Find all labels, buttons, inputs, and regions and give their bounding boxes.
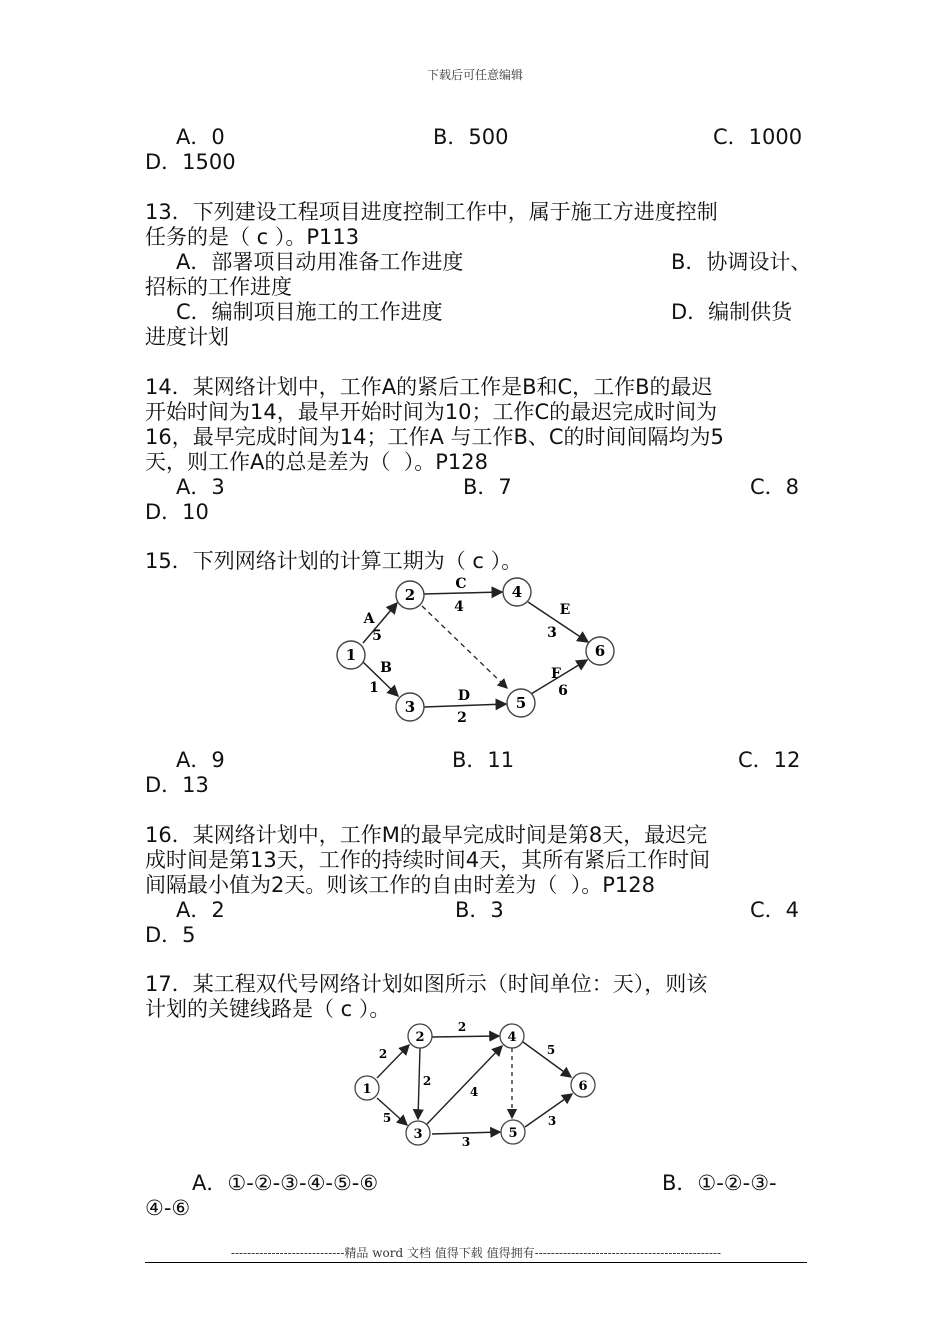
q13-option-a: A．部署项目动用准备工作进度 xyxy=(176,250,464,274)
q14-stem-line3: 16，最早完成时间为14；工作A 与工作B、C的时间间隔均为5 xyxy=(145,425,724,449)
q13-stem-line1: 13．下列建设工程项目进度控制工作中，属于施工方进度控制 xyxy=(145,200,718,224)
q17-duration-2-3: 2 xyxy=(422,1074,432,1088)
q17-node-4-label: 4 xyxy=(507,1030,517,1045)
q16-option-c: C．4 xyxy=(750,898,800,922)
q14-stem-line1: 14．某网络计划中，工作A的紧后工作是B和C，工作B的最迟 xyxy=(145,375,713,399)
q17-stem-line2: 计划的关键线路是（ c ）。 xyxy=(145,997,391,1021)
q15-edge-label-b: B xyxy=(380,660,392,676)
q17-edge-3-5 xyxy=(432,1132,500,1134)
q15-node-6-label: 6 xyxy=(594,642,606,660)
q15-edge-duration-d: 2 xyxy=(457,710,467,726)
q17-edge-1-3 xyxy=(377,1098,407,1125)
footer-divider xyxy=(145,1262,807,1263)
page-footer: ----------------------------精品 word 文档 值得下载 值得拥有---------------------------------------------- xyxy=(230,1246,722,1260)
q15-option-b: B．11 xyxy=(452,748,515,772)
page-header: 下载后可任意编辑 xyxy=(426,68,523,82)
q17-network-diagram xyxy=(345,1018,605,1153)
q12-option-c: C．1000 xyxy=(713,125,803,149)
q15-node-1-label: 1 xyxy=(345,646,357,664)
q15-edge-label-a: A xyxy=(363,611,375,627)
q13-option-b: B．协调设计、 xyxy=(671,250,812,274)
q16-option-a: A．2 xyxy=(176,898,225,922)
q17-option-a: A．①-②-③-④-⑤-⑥ xyxy=(192,1171,379,1195)
q16-stem-line3: 间隔最小值为2天。则该工作的自由时差为（ ）。P128 xyxy=(145,873,655,897)
q15-option-a: A．9 xyxy=(176,748,225,772)
q15-edge-label-d: D xyxy=(457,688,471,704)
q15-option-d: D．13 xyxy=(145,773,209,797)
q17-duration-4-6: 5 xyxy=(546,1043,556,1057)
q14-option-b: B．7 xyxy=(463,475,512,499)
q17-duration-3-5: 3 xyxy=(461,1135,471,1149)
q15-option-c: C．12 xyxy=(738,748,801,772)
q15-node-5-label: 5 xyxy=(515,694,527,712)
q13-option-d: D．编制供货 xyxy=(671,300,793,324)
q16-option-d: D．5 xyxy=(145,923,196,947)
q15-edge-duration-b: 1 xyxy=(369,680,379,696)
q15-edge-duration-f: 6 xyxy=(558,683,568,699)
q15-edge-duration-e: 3 xyxy=(547,625,557,641)
q13-option-b-cont: 招标的工作进度 xyxy=(145,275,292,299)
q13-stem-line2: 任务的是（ c ）。P113 xyxy=(145,225,360,249)
q17-duration-1-3: 5 xyxy=(382,1111,392,1125)
q15-network-diagram xyxy=(325,570,625,730)
q17-edge-3-4 xyxy=(427,1046,502,1124)
q17-duration-5-6: 3 xyxy=(547,1114,557,1128)
q15-edge-duration-c: 4 xyxy=(454,599,464,615)
q14-option-a: A．3 xyxy=(176,475,225,499)
q15-node-3-label: 3 xyxy=(404,698,416,716)
q17-node-3-label: 3 xyxy=(413,1127,423,1142)
q15-edge-label-f: F xyxy=(551,666,561,682)
q15-edge-label-c: C xyxy=(455,576,467,592)
q17-node-1-label: 1 xyxy=(362,1082,372,1097)
q12-option-d: D．1500 xyxy=(145,150,236,174)
q15-edge-duration-a: 5 xyxy=(372,628,382,644)
q17-option-b-cont: ④-⑥ xyxy=(145,1196,191,1220)
q15-edge-4-6 xyxy=(528,602,588,642)
q13-option-d-cont: 进度计划 xyxy=(145,325,229,349)
q17-option-b: B．①-②-③- xyxy=(662,1171,777,1195)
q17-stem-line1: 17．某工程双代号网络计划如图所示（时间单位：天），则该 xyxy=(145,972,708,996)
q13-option-c: C．编制项目施工的工作进度 xyxy=(176,300,443,324)
q15-stem: 15．下列网络计划的计算工期为（ c ）。 xyxy=(145,549,523,573)
q14-stem-line4: 天，则工作A的总是差为（ ）。P128 xyxy=(145,450,488,474)
q15-edge-2-5-dummy xyxy=(422,606,507,688)
q15-node-2-label: 2 xyxy=(404,586,416,604)
q16-stem-line1: 16．某网络计划中，工作M的最早完成时间是第8天，最迟完 xyxy=(145,823,708,847)
q17-edge-2-4 xyxy=(432,1036,499,1037)
q17-duration-2-4: 2 xyxy=(457,1020,467,1034)
q17-edge-2-3 xyxy=(418,1048,420,1119)
q14-stem-line2: 开始时间为14，最早开始时间为10；工作C的最迟完成时间为 xyxy=(145,400,718,424)
q14-option-c: C．8 xyxy=(750,475,800,499)
q15-node-4-label: 4 xyxy=(511,583,523,601)
q17-duration-3-4: 4 xyxy=(469,1085,479,1099)
q17-duration-1-2: 2 xyxy=(378,1047,388,1061)
q17-node-6-label: 6 xyxy=(578,1079,588,1094)
q16-option-b: B．3 xyxy=(455,898,504,922)
q15-edge-2-4 xyxy=(423,592,502,594)
q16-stem-line2: 成时间是第13天，工作的持续时间4天，其所有紧后工作时间 xyxy=(145,848,711,872)
q17-node-5-label: 5 xyxy=(508,1126,518,1141)
q15-edge-3-5 xyxy=(424,704,506,707)
q12-option-b: B．500 xyxy=(433,125,509,149)
q15-edge-label-e: E xyxy=(559,602,571,618)
q14-option-d: D．10 xyxy=(145,500,209,524)
q12-option-a: A．0 xyxy=(176,125,225,149)
q17-node-2-label: 2 xyxy=(415,1030,425,1045)
